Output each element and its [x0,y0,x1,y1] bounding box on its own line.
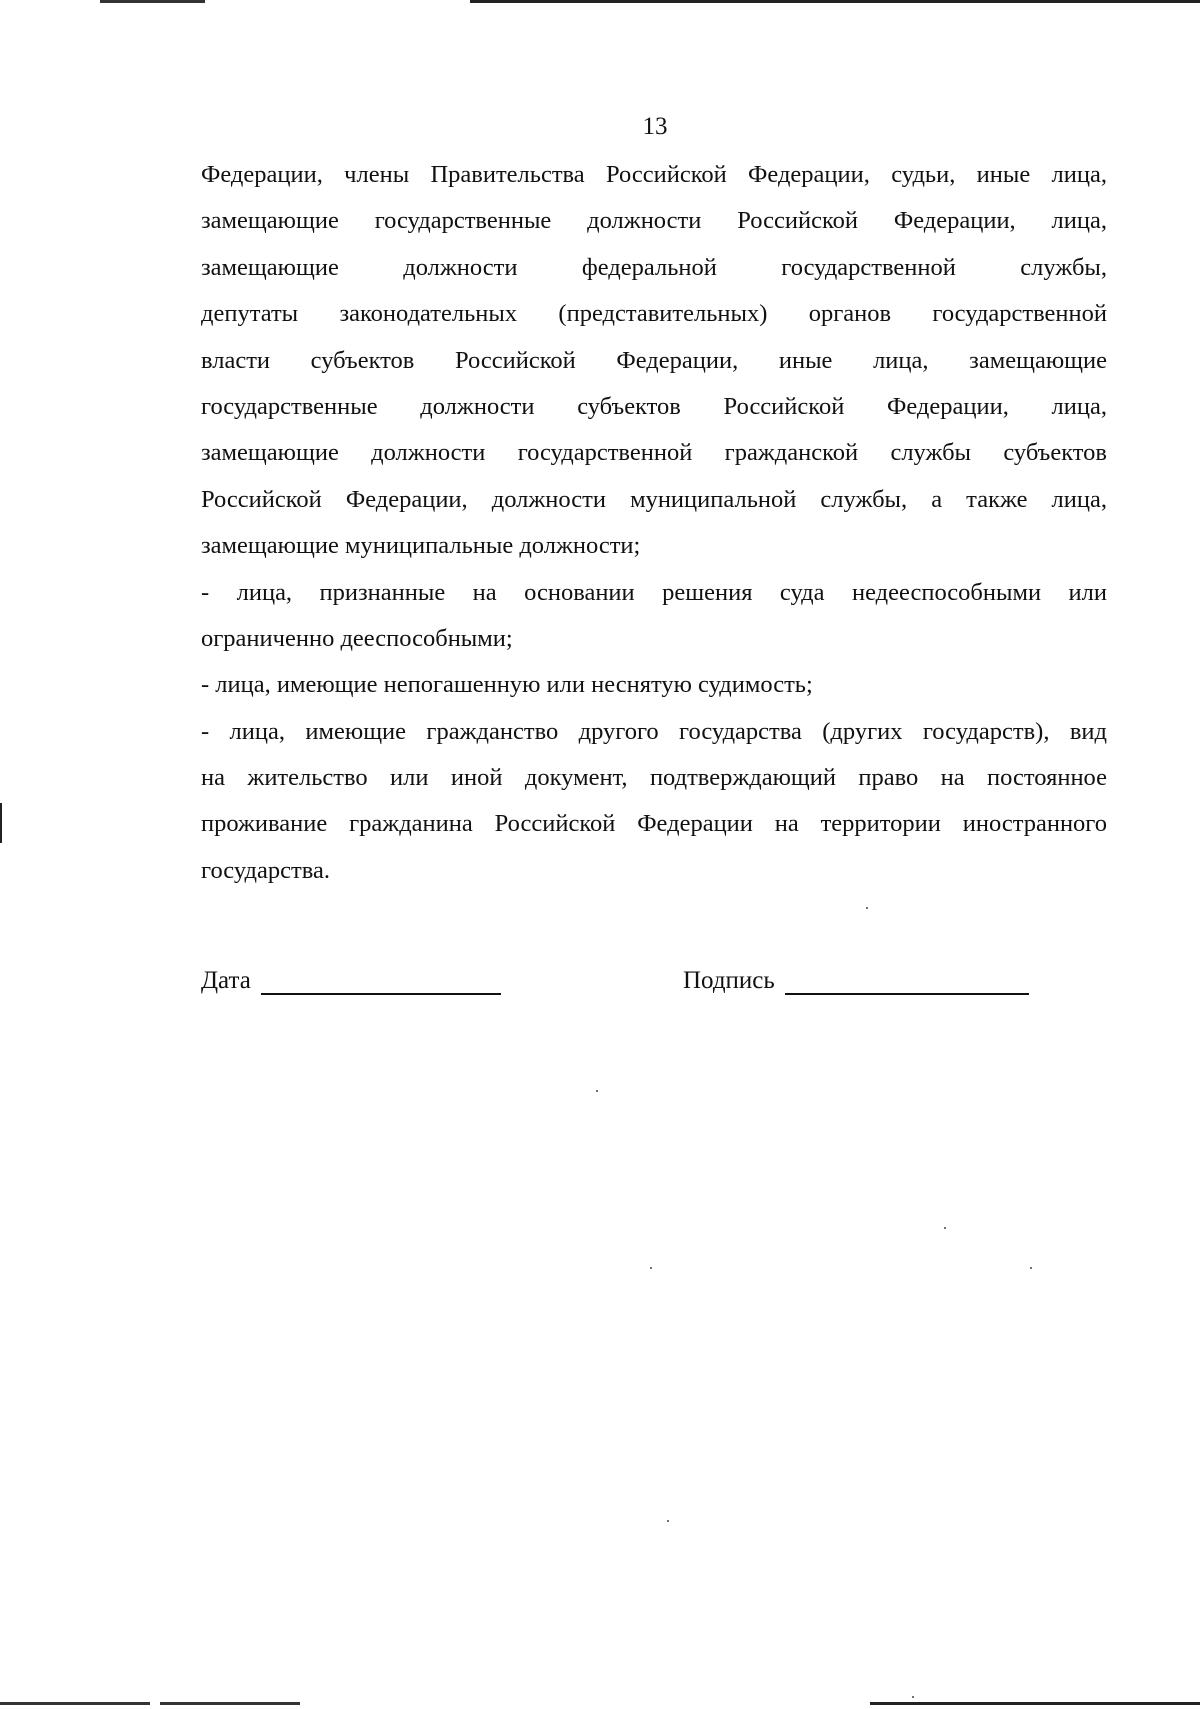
document-body [201,152,1107,894]
list-item-line: на жительство или иной документ, подтверждающий право на постоянное [201,764,1107,792]
date-blank-line [261,965,501,995]
scan-speck [1030,1267,1032,1269]
scan-speck [650,1267,652,1269]
body-line: замещающие должности государственной гражданской службы субъектов [201,439,1107,467]
signature-field [683,965,1029,995]
scan-speck [667,1520,669,1522]
scan-speck [912,1696,914,1698]
scan-mark-left [0,803,2,843]
signature-blank-line [785,965,1029,995]
date-label: Дата [201,967,251,994]
signature-row [201,965,1107,1005]
scan-speck [596,1090,598,1092]
body-line: Федерации, члены Правительства Российской Федерации, судьи, иные лица, [201,161,1107,188]
body-line: замещающие государственные должности Российской Федерации, лица, [201,207,1107,235]
list-item-line: проживание гражданина Российской Федерации на территории иностранного [201,810,1107,838]
list-item-line: - лица, признанные на основании решения суда недееспособными или [201,578,1107,606]
list-item-line: - лица, имеющие непогашенную или неснятую судимость; [201,671,813,699]
list-item-line: государства. [201,856,330,884]
body-line: депутаты законодательных (представительных) органов государственной [201,300,1107,328]
page-number: 13 [642,113,668,140]
scan-speck [866,907,868,909]
list-item-line: - лица, имеющие гражданство другого государства (других государств), вид [201,717,1107,745]
body-line: замещающие должности федеральной государственной службы, [201,253,1107,281]
scan-edge-bottom [0,1702,1200,1705]
scan-speck [944,1227,946,1229]
signature-label: Подпись [683,967,775,994]
date-field [201,965,501,995]
body-line: Российской Федерации, должности муниципальной службы, а также лица, [201,485,1107,513]
body-line: замещающие муниципальные должности; [201,532,641,560]
body-line: государственные должности субъектов Российской Федерации, лица, [201,392,1107,420]
scan-edge-top [0,0,1200,3]
list-item-line: ограниченно дееспособными; [201,624,513,652]
body-line: власти субъектов Российской Федерации, иные лица, замещающие [201,346,1107,374]
